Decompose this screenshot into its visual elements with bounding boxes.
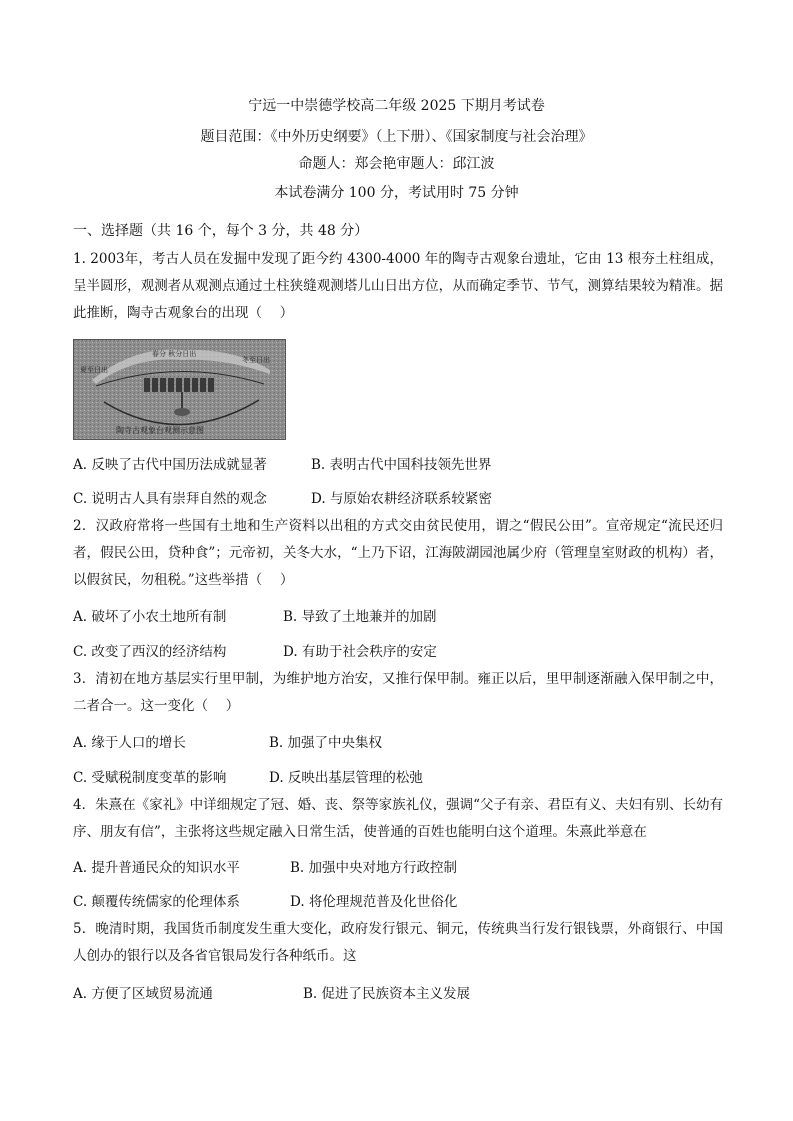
q5-option-a[interactable]: A. 方便了区域贸易流通	[73, 986, 213, 1002]
exam-title: 宁远一中崇德学校高二年级 2025 下期月考试卷	[248, 98, 545, 114]
q3-option-b[interactable]: B. 加强了中央集权	[269, 735, 383, 751]
q3-option-a[interactable]: A. 缘于人口的增长	[73, 735, 186, 751]
q1-option-d[interactable]: D. 与原始农耕经济联系较紧密	[311, 491, 492, 507]
observatory-diagram	[74, 340, 285, 439]
q4-option-c[interactable]: C. 颠覆传统儒家的伦理体系	[73, 894, 240, 910]
section-title: 一、选择题（共 16 个，每个 3 分，共 48 分）	[73, 223, 369, 239]
q4-option-b[interactable]: B. 加强中央对地方行政控制	[290, 860, 458, 876]
figure-label-left: 夏至日出	[80, 366, 108, 374]
q2-option-b[interactable]: B. 导致了土地兼并的加剧	[283, 609, 437, 625]
q2-option-a[interactable]: A. 破坏了小农土地所有制	[73, 609, 227, 625]
question-2-text: 2．汉政府常将一些国有土地和生产资料以出租的方式交由贫民使用，谓之“假民公田”。宣帝规定“流民还归者，假民公田，贷种食”；元帝初，关冬大水，“上乃下诏，江海陂湖园池属少府（管理皇室财政的机构）者，以假贫民，勿租税。”这些举措（ ）	[73, 518, 723, 588]
question-5-text: 5．晚清时期，我国货币制度发生重大变化，政府发行银元、铜元，传统典当行发行银钱票，外商银行、中国人创办的银行以及各省官银局发行各种纸币。这	[73, 921, 723, 964]
figure-label-top: 春分 秋分日出	[152, 350, 197, 358]
exam-authors: 命题人：郑会艳审题人：邱江波	[298, 156, 495, 172]
q1-option-c[interactable]: C. 说明古人具有崇拜自然的观念	[73, 491, 267, 507]
q2-option-c[interactable]: C. 改变了西汉的经济结构	[73, 644, 227, 660]
q4-option-a[interactable]: A. 提升普通民众的知识水平	[73, 860, 240, 876]
exam-scope: 题目范围：《中外历史纲要》（上下册）、《国家制度与社会治理》	[200, 129, 593, 145]
exam-info: 本试卷满分 100 分，考试用时 75 分钟	[274, 185, 519, 201]
q1-option-a[interactable]: A. 反映了古代中国历法成就显著	[73, 457, 267, 473]
q5-option-b[interactable]: B. 促进了民族资本主义发展	[303, 986, 471, 1002]
q3-option-c[interactable]: C. 受赋税制度变革的影响	[73, 770, 227, 786]
question-1-text: 1. 2003年，考古人员在发掘中发现了距今约 4300-4000 年的陶寺古观象台遗址，它由 13 根夯土柱组成，呈半圆形，观测者从观测点通过土柱狭缝观测塔儿山日出方位，从而确定季节、节气，测算结果较为精准。据此推断，陶寺古观象台的出现（ ）	[73, 251, 723, 321]
q4-option-d[interactable]: D. 将伦理规范普及化世俗化	[290, 894, 458, 910]
q3-option-d[interactable]: D. 反映出基层管理的松弛	[269, 770, 423, 786]
q2-option-d[interactable]: D. 有助于社会秩序的安定	[283, 644, 437, 660]
question-4-text: 4．朱熹在《家礼》中详细规定了冠、婚、丧、祭等家族礼仪，强调“父子有亲、君臣有义、夫妇有别、长幼有序、朋友有信”，主张将这些规定融入日常生活，使普通的百姓也能明白这个道理。朱熹此举意在	[73, 797, 723, 840]
figure-caption: 陶寺古观象台观测示意图	[116, 426, 204, 435]
question-3-text: 3．清初在地方基层实行里甲制，为维护地方治安，又推行保甲制。雍正以后，里甲制逐渐融入保甲制之中，二者合一。这一变化（ ）	[73, 671, 723, 714]
q1-option-b[interactable]: B. 表明古代中国科技领先世界	[311, 457, 492, 473]
observatory-figure	[73, 339, 286, 440]
figure-label-right: 冬至日出	[242, 356, 270, 364]
